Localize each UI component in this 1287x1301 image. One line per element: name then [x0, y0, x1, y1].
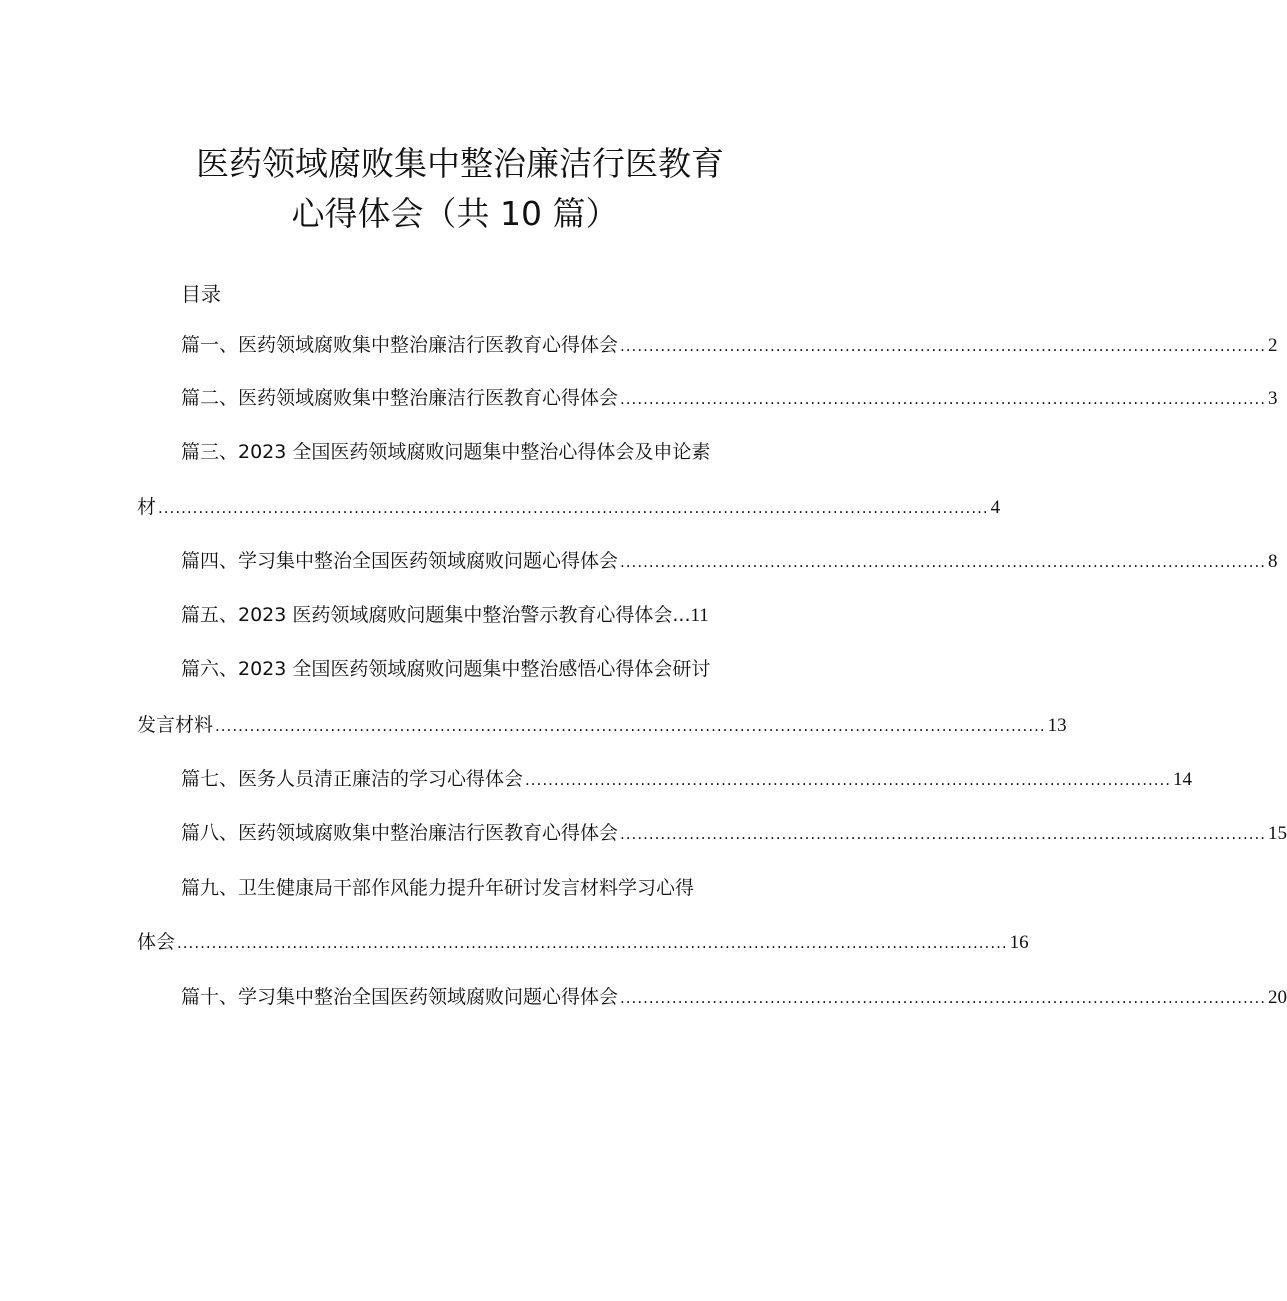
toc-entry-1[interactable] — [181, 330, 1278, 360]
toc-page-number: 13 — [1047, 715, 1067, 736]
toc-page-number: 16 — [1009, 932, 1029, 953]
toc-page-number: 8 — [1268, 551, 1278, 572]
toc-page-number: 15 — [1268, 823, 1287, 844]
toc-page-number: 20 — [1268, 987, 1287, 1008]
toc-dot-leader: ................................................................................................................ — [620, 390, 1267, 408]
toc-entry-9-continuation[interactable] — [137, 927, 1029, 957]
toc-entry-title: 篇三、2023 全国医药领域腐败问题集中整治心得体会及申论素 — [181, 441, 711, 463]
toc-entry-title: 篇八、医药领域腐败集中整治廉洁行医教育心得体会 — [181, 822, 619, 844]
toc-dot-leader: ................................................................................................................................................ — [158, 499, 989, 517]
toc-entry-title-continuation: 体会 — [137, 931, 176, 953]
toc-entry-8[interactable] — [181, 818, 1287, 848]
toc-entry-title: 篇十、学习集中整治全国医药领域腐败问题心得体会 — [181, 986, 619, 1008]
toc-entry-title-continuation: 材 — [137, 496, 157, 518]
toc-entry-title: 篇六、2023 全国医药领域腐败问题集中整治感悟心得体会研讨 — [181, 658, 711, 680]
toc-entry-3[interactable] — [181, 437, 710, 467]
toc-page-number: 11 — [690, 605, 709, 626]
toc-page-number: 14 — [1173, 769, 1193, 790]
document-title-line-1: 医药领域腐败集中整治廉洁行医教育 — [196, 144, 724, 183]
toc-dot-leader: ................................................................................................................ — [620, 337, 1267, 355]
toc-dot-leader: ................................................................................................................ — [620, 825, 1267, 843]
toc-entry-title: 篇四、学习集中整治全国医药领域腐败问题心得体会 — [181, 550, 619, 572]
toc-entry-10[interactable] — [181, 982, 1287, 1012]
toc-dot-leader: ................................................................................................................................................ — [177, 934, 1008, 952]
toc-entry-9[interactable] — [181, 873, 694, 903]
toc-entry-6-continuation[interactable] — [137, 710, 1067, 740]
toc-entry-title: 篇九、卫生健康局干部作风能力提升年研讨发言材料学习心得 — [181, 877, 695, 899]
toc-heading: 目录 — [181, 282, 221, 306]
toc-dot-leader: ................................................................................................................ — [620, 989, 1267, 1007]
toc-entry-2[interactable] — [181, 383, 1278, 413]
toc-entry-title: 篇一、医药领域腐败集中整治廉洁行医教育心得体会 — [181, 334, 619, 356]
toc-entry-6[interactable] — [181, 654, 710, 684]
toc-page-number: 4 — [990, 497, 1001, 518]
toc-entry-5[interactable] — [181, 600, 709, 630]
toc-page-number: 3 — [1268, 388, 1278, 409]
toc-page-number: 2 — [1268, 335, 1278, 356]
toc-entry-3-continuation[interactable] — [137, 492, 1001, 522]
toc-dot-leader: ................................................................................................................ — [525, 771, 1172, 789]
toc-entry-title-continuation: 发言材料 — [137, 714, 214, 736]
toc-dot-leader: ................................................................................................................................................ — [215, 717, 1046, 735]
toc-entry-title: 篇七、医务人员清正廉洁的学习心得体会 — [181, 768, 524, 790]
toc-entry-title: 篇二、医药领域腐败集中整治廉洁行医教育心得体会 — [181, 387, 619, 409]
toc-entry-4[interactable] — [181, 546, 1278, 576]
toc-entry-title: 篇五、2023 医药领域腐败问题集中整治警示教育心得体会... — [181, 604, 691, 626]
toc-entry-7[interactable] — [181, 764, 1193, 794]
toc-dot-leader: ................................................................................................................ — [620, 553, 1267, 571]
document-title-line-2: 心得体会（共 10 篇） — [291, 194, 619, 233]
